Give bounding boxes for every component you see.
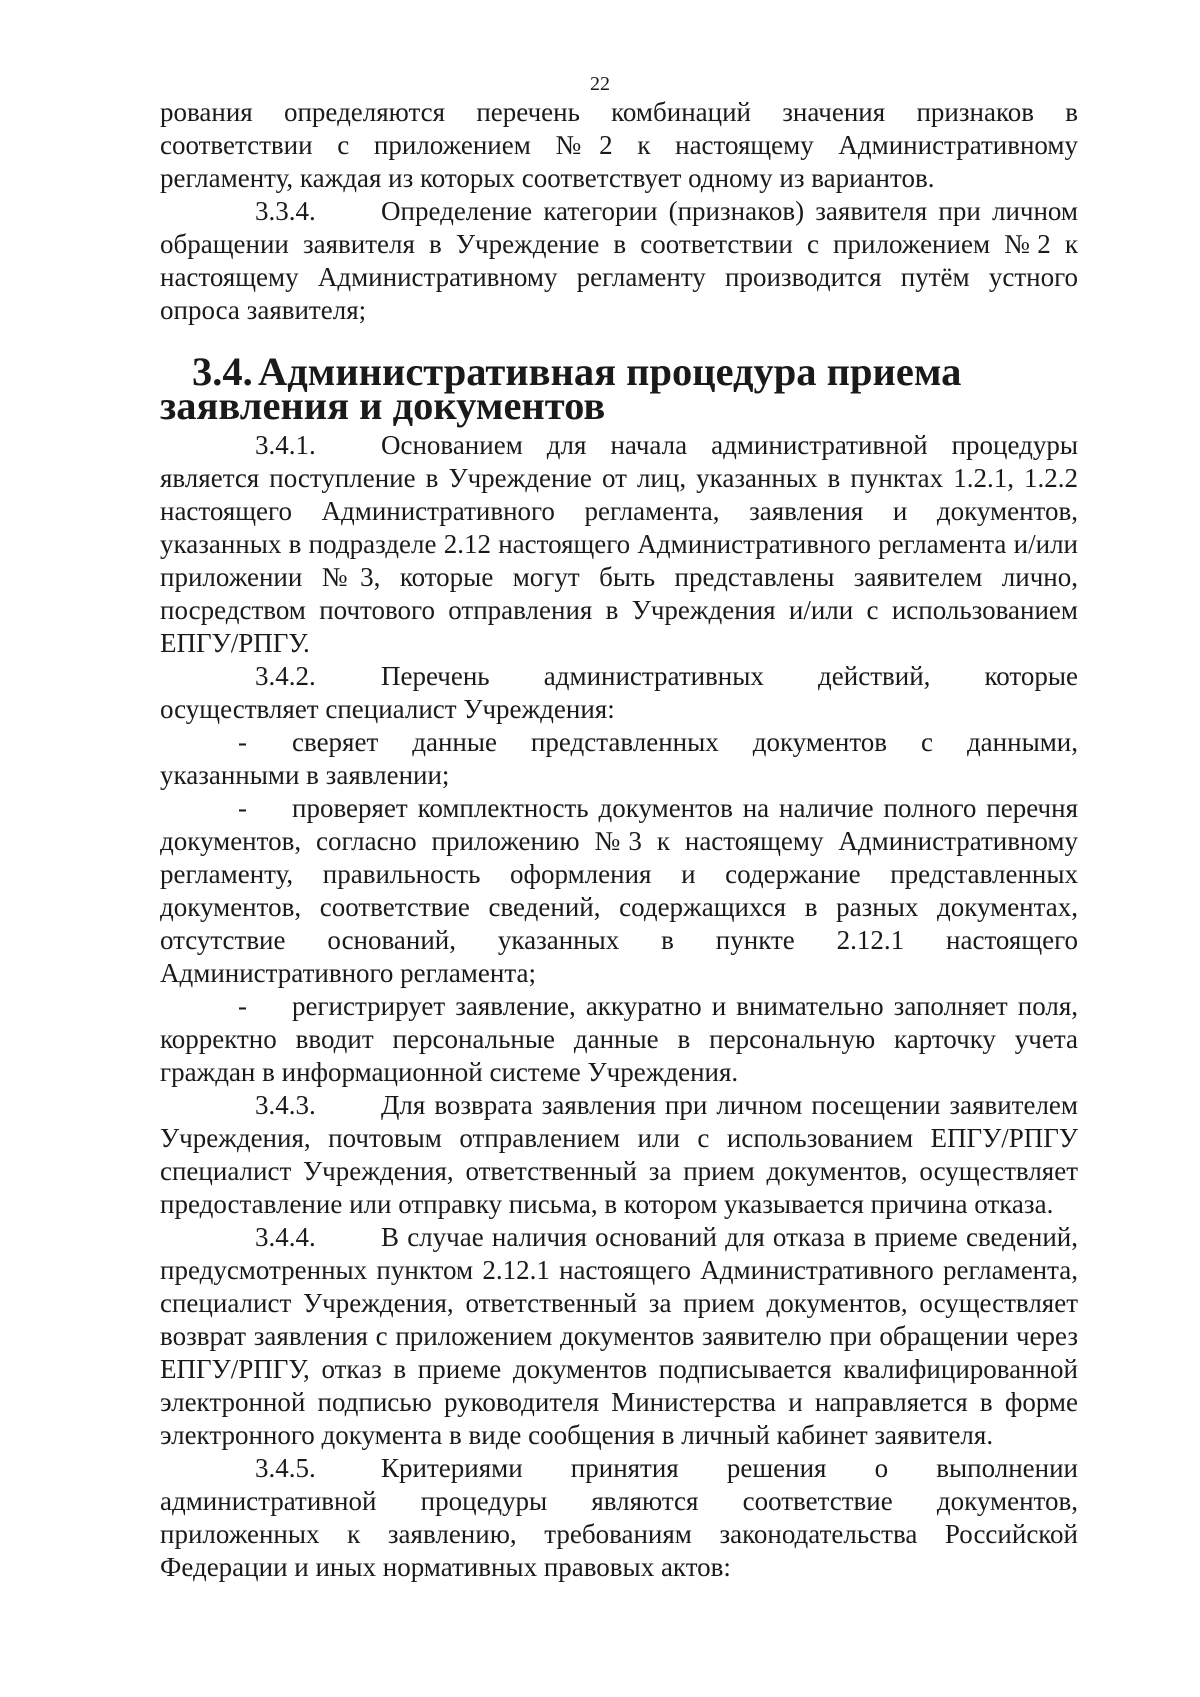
paragraph-number: 3.4.3. (255, 1090, 316, 1120)
list-item-text: проверяет комплектность документов на наличие полного перечня документов, согласно приложению №3 к настоящему Административному регламенту, правильность оформления и содержание представленных документов, соответствие сведений, содержащихся в разных документах, отсутствие оснований, указанных в пункте 2.12.1 настоящего Административного регламента; (160, 793, 1078, 988)
list-item (160, 990, 1078, 1089)
paragraph-number: 3.4.1. (255, 430, 316, 460)
paragraph-number: 3.4.4. (255, 1222, 316, 1252)
paragraph-3-4-5 (160, 1452, 1078, 1584)
paragraph-text: Определение категории (признаков) заявителя при личном обращении заявителя в Учреждение в соответствии с приложением №2 к настоящему Административному регламенту производится путём устного опроса заявителя; (160, 196, 1078, 325)
document-body (160, 96, 1078, 1584)
paragraph-text: Для возврата заявления при личном посещении заявителем Учреждения, почтовым отправлением или с использованием ЕПГУ/РПГУ специалист Учреждения, ответственный за прием документов, осуществляет предоставление или отправку письма, в котором указывается причина отказа. (160, 1090, 1078, 1219)
paragraph-3-4-4 (160, 1221, 1078, 1452)
paragraph-3-4-3 (160, 1089, 1078, 1221)
list-dash: - (238, 727, 247, 757)
section-heading (160, 349, 1078, 428)
paragraph-3-3-4 (160, 195, 1078, 327)
paragraph-text: Основанием для начала административной процедуры является поступление в Учреждение от лиц, указанных в пунктах 1.2.1, 1.2.2 настоящего Административного регламента, заявления и документов, указанных в подразделе 2.12 настоящего Административного регламента и/или приложении №3, которые могут быть представлены заявителем лично, посредством почтового отправления в Учреждения и/или с использованием ЕПГУ/РПГУ. (160, 430, 1078, 658)
paragraph-3-4-1 (160, 429, 1078, 660)
list-item (160, 792, 1078, 990)
intro-paragraph: рования определяются перечень комбинаций значения признаков в соответствии с приложением №2 к настоящему Административному регламенту, каждая из которых соответствует одному из вариантов. (160, 97, 1078, 193)
paragraph-number: 3.3.4. (255, 196, 316, 226)
paragraph-text: Критериями принятия решения о выполнении административной процедуры являются соответствие документов, приложенных к заявлению, требованиям законодательства Российской Федерации и иных нормативных правовых актов: (160, 1453, 1078, 1582)
page-number: 22 (590, 73, 610, 95)
list-dash: - (238, 793, 247, 823)
list-dash: - (238, 991, 247, 1021)
paragraph-3-4-2 (160, 660, 1078, 726)
paragraph-text: В случае наличия оснований для отказа в приеме сведений, предусмотренных пунктом 2.12.1 настоящего Административного регламента, специалист Учреждения, ответственный за прием документов, осуществляет возврат заявления с приложением документов заявителю при обращении через ЕПГУ/РПГУ, отказ в приеме документов подписывается квалифицированной электронной подписью руководителя Министерства и направляется в форме электронного документа в виде сообщения в личный кабинет заявителя. (160, 1222, 1078, 1450)
section-number: 3.4. (192, 349, 253, 394)
paragraph-number: 3.4.5. (255, 1453, 316, 1483)
section-title: Административная процедура приема заявления и документов (160, 349, 962, 428)
paragraph-number: 3.4.2. (255, 661, 316, 691)
list-item (160, 726, 1078, 792)
paragraph-text: Перечень административных действий, которые осуществляет специалист Учреждения: (160, 661, 1078, 724)
list-item-text: сверяет данные представленных документов с данными, указанными в заявлении; (160, 727, 1078, 790)
list-item-text: регистрирует заявление, аккуратно и внимательно заполняет поля, корректно вводит персональные данные в персональную карточку учета граждан в информационной системе Учреждения. (160, 991, 1078, 1087)
